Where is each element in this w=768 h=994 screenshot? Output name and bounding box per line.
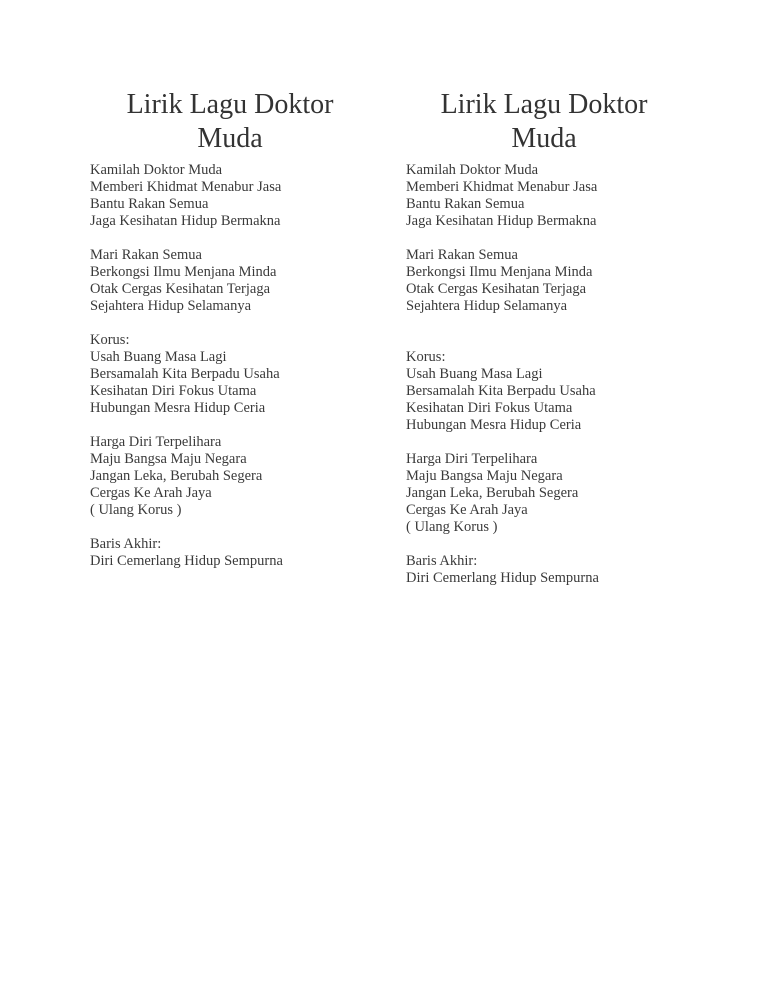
lyric-line: Cergas Ke Arah Jaya (90, 485, 212, 501)
lyric-line: Kesihatan Diri Fokus Utama (90, 383, 257, 399)
lyrics-column-left (90, 88, 380, 570)
verse-2 (406, 247, 706, 315)
lyric-line: Maju Bangsa Maju Negara (90, 451, 247, 467)
lyric-line: Jaga Kesihatan Hidup Bermakna (90, 213, 281, 229)
lyric-line: Bersamalah Kita Berpadu Usaha (406, 383, 596, 399)
verse-2 (90, 247, 380, 315)
chorus (406, 349, 706, 434)
lyric-line: Otak Cergas Kesihatan Terjaga (406, 281, 587, 297)
lyric-line: Hubungan Mesra Hidup Ceria (90, 400, 266, 416)
lyric-line: Usah Buang Masa Lagi (90, 349, 227, 365)
chorus-label: Korus: (90, 332, 130, 348)
lyric-line: Sejahtera Hidup Selamanya (406, 298, 568, 314)
chorus-label: Korus: (406, 349, 446, 365)
lyric-line: Memberi Khidmat Menabur Jasa (406, 179, 598, 195)
title-line: Lirik Lagu Doktor (126, 89, 334, 120)
lyric-line: Bersamalah Kita Berpadu Usaha (90, 366, 280, 382)
verse-1 (406, 162, 706, 230)
lyric-line: Jangan Leka, Berubah Segera (90, 468, 263, 484)
lyric-line: Kamilah Doktor Muda (90, 162, 223, 178)
lyric-line: Jaga Kesihatan Hidup Bermakna (406, 213, 597, 229)
verse-3 (406, 451, 706, 536)
song-title (406, 88, 682, 156)
verse-1 (90, 162, 380, 230)
lyric-line: Mari Rakan Semua (90, 247, 202, 263)
lyric-line: Maju Bangsa Maju Negara (406, 468, 563, 484)
ending (406, 553, 706, 587)
song-title (90, 88, 370, 156)
lyric-line: Memberi Khidmat Menabur Jasa (90, 179, 282, 195)
lyric-line: ( Ulang Korus ) (90, 502, 182, 518)
title-line: Muda (197, 123, 263, 154)
chorus (90, 332, 380, 417)
lyric-line: Jangan Leka, Berubah Segera (406, 485, 579, 501)
lyric-line: Harga Diri Terpelihara (406, 451, 538, 467)
lyric-line: Sejahtera Hidup Selamanya (90, 298, 252, 314)
title-line: Lirik Lagu Doktor (440, 89, 648, 120)
lyric-line: Diri Cemerlang Hidup Sempurna (90, 553, 283, 569)
ending-label: Baris Akhir: (90, 536, 162, 552)
lyric-line: Berkongsi Ilmu Menjana Minda (90, 264, 277, 280)
lyric-line: Kesihatan Diri Fokus Utama (406, 400, 573, 416)
ending (90, 536, 380, 570)
lyric-line: Hubungan Mesra Hidup Ceria (406, 417, 582, 433)
ending-label: Baris Akhir: (406, 553, 478, 569)
lyric-line: Cergas Ke Arah Jaya (406, 502, 528, 518)
title-line: Muda (511, 123, 577, 154)
lyric-line: Diri Cemerlang Hidup Sempurna (406, 570, 599, 586)
lyric-line: Mari Rakan Semua (406, 247, 518, 263)
lyric-line: Bantu Rakan Semua (406, 196, 525, 212)
lyric-line: Harga Diri Terpelihara (90, 434, 222, 450)
lyric-line: Otak Cergas Kesihatan Terjaga (90, 281, 271, 297)
lyric-line: Usah Buang Masa Lagi (406, 366, 543, 382)
lyrics-column-right (406, 88, 706, 587)
lyric-line: Bantu Rakan Semua (90, 196, 209, 212)
lyric-line: ( Ulang Korus ) (406, 519, 498, 535)
lyric-line: Kamilah Doktor Muda (406, 162, 539, 178)
lyric-line: Berkongsi Ilmu Menjana Minda (406, 264, 593, 280)
verse-3 (90, 434, 380, 519)
